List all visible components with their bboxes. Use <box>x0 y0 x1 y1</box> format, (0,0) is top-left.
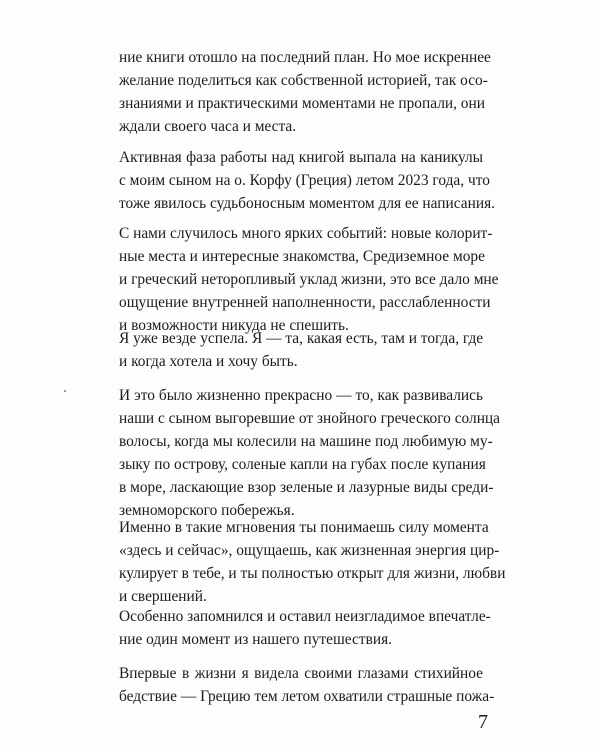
text-line: и греческий неторопливый уклад жизни, это все дало мне <box>119 271 499 288</box>
paragraph <box>119 222 499 337</box>
text-line: волосы, когда мы колесили на машине под любимую му- <box>119 433 493 450</box>
text-line: с моим сыном на о. Корфу (Греция) летом 2023 года, что <box>119 172 490 189</box>
text-line: С нами случилось много ярких событий: новые колорит- <box>119 225 493 242</box>
page-number: 7 <box>478 711 488 733</box>
text-line: земноморского побережья. <box>119 502 295 519</box>
text-line: ждали своего часа и места. <box>119 118 297 135</box>
text-line: ние книги отошло на последний план. Но мое искреннее <box>119 49 491 66</box>
text-line: знаниями и практическими моментами не пропали, они <box>119 95 485 112</box>
text-line: ние один момент из нашего путешествия. <box>119 631 393 648</box>
text-line: кулирует в тебе, и ты полностью открыт для жизни, любви <box>119 565 506 582</box>
text-line: и свершений. <box>119 588 207 605</box>
scan-speck <box>64 390 66 392</box>
text-line: Активная фаза работы над книгой выпала на каникулы <box>119 149 483 166</box>
paragraph <box>119 327 483 373</box>
text-line: и возможности никуда не спешить. <box>119 317 349 334</box>
text-line: Я уже везде успела. Я — та, какая есть, там и тогда, где <box>119 330 484 347</box>
text-line: ные места и интересные знакомства, Средиземное море <box>119 248 485 265</box>
paragraph <box>119 384 500 522</box>
paragraph <box>119 146 496 215</box>
text-line: желание поделиться как собственной историей, так осо- <box>119 72 488 89</box>
text-line: Именно в такие мгновения ты понимаешь силу момента <box>119 519 489 536</box>
text-line: И это было жизненно прекрасно — то, как развивались <box>119 387 483 404</box>
text-line: наши с сыном выгоревшие от знойного греческого солнца <box>119 410 500 427</box>
text-line: и когда хотела и хочу быть. <box>119 353 298 370</box>
text-line: зыку по острову, соленые капли на губах после купания <box>119 456 486 473</box>
paragraph <box>119 46 491 138</box>
text-line: Впервые в жизни я видела своими глазами стихийное <box>119 665 483 682</box>
paragraph <box>119 605 491 651</box>
paragraph <box>119 662 495 708</box>
text-line: тоже явилось судьбоносным моментом для ее написания. <box>119 195 496 212</box>
text-line: ощущение внутренней наполненности, расслабленности <box>119 294 491 311</box>
paragraph <box>119 516 506 608</box>
text-line: «здесь и сейчас», ощущаешь, как жизненная энергия цир- <box>119 542 500 559</box>
text-line: бедствие — Грецию тем летом охватили страшные пожа- <box>119 688 495 705</box>
text-line: Особенно запомнился и оставил неизгладимое впечатле- <box>119 608 491 625</box>
text-line: в море, ласкающие взор зеленые и лазурные виды среди- <box>119 479 494 496</box>
